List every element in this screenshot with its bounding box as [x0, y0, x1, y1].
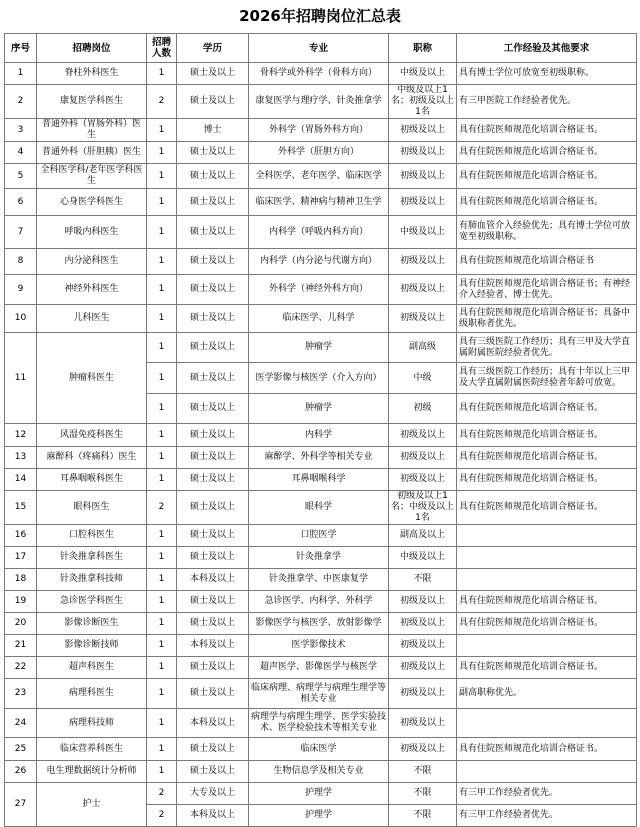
cell-number: 27 — [5, 783, 37, 827]
cell-position: 普通外科（胃肠外科）医生 — [37, 119, 147, 142]
document-title: 2026年招聘岗位汇总表 — [239, 7, 401, 25]
cell-education: 硕士及以上 — [177, 657, 249, 679]
cell-education: 硕士及以上 — [177, 738, 249, 761]
cell-position: 临床营养科医生 — [37, 738, 147, 761]
table-row — [5, 635, 637, 657]
cell-education: 硕士及以上 — [177, 394, 249, 424]
cell-major: 内科学 — [249, 424, 389, 447]
table-row — [5, 142, 637, 164]
cell-number: 1 — [5, 63, 37, 85]
cell-count: 1 — [147, 679, 177, 709]
cell-count: 1 — [147, 635, 177, 657]
cell-count: 1 — [147, 469, 177, 491]
cell-count: 2 — [147, 783, 177, 805]
table-row — [5, 491, 637, 525]
cell-number: 22 — [5, 657, 37, 679]
cell-education: 硕士及以上 — [177, 305, 249, 333]
cell-requirements: 有肺血管介入经验优先；具有博士学位可放宽至初级职称。 — [457, 216, 637, 249]
cell-major: 医学影像与核医学（介入方向） — [249, 363, 389, 394]
cell-count: 2 — [147, 85, 177, 119]
cell-education: 硕士及以上 — [177, 142, 249, 164]
cell-number: 2 — [5, 85, 37, 119]
table-row — [5, 447, 637, 469]
cell-major: 肿瘤学 — [249, 333, 389, 363]
cell-position: 耳鼻咽喉科医生 — [37, 469, 147, 491]
table-row — [5, 424, 637, 447]
cell-number: 15 — [5, 491, 37, 525]
cell-position: 普通外科（肝胆胰）医生 — [37, 142, 147, 164]
cell-major: 外科学（神经外科方向） — [249, 275, 389, 305]
cell-major: 护理学 — [249, 783, 389, 805]
cell-requirements: 具有住院医师规范化培训合格证书；有神经介入经验者、博士优先。 — [457, 275, 637, 305]
cell-position: 电生理数据统计分析师 — [37, 761, 147, 783]
cell-major: 口腔医学 — [249, 525, 389, 547]
cell-title: 不限 — [389, 805, 457, 827]
table-row — [5, 305, 637, 333]
cell-position: 超声科医生 — [37, 657, 147, 679]
cell-requirements — [457, 761, 637, 783]
cell-position: 病理科技师 — [37, 709, 147, 738]
cell-count: 1 — [147, 63, 177, 85]
cell-requirements: 具有住院医师规范化培训合格证书。 — [457, 591, 637, 613]
cell-major: 外科学（胃肠外科方向） — [249, 119, 389, 142]
cell-education: 硕士及以上 — [177, 164, 249, 189]
cell-major: 急诊医学、内科学、外科学 — [249, 591, 389, 613]
cell-number: 24 — [5, 709, 37, 738]
cell-education: 大专及以上 — [177, 783, 249, 805]
cell-major: 针灸推拿学 — [249, 547, 389, 569]
table-row — [5, 249, 637, 275]
cell-count: 1 — [147, 447, 177, 469]
cell-education: 硕士及以上 — [177, 547, 249, 569]
cell-title: 初级及以上 — [389, 447, 457, 469]
header-major: 专业 — [249, 34, 389, 63]
cell-title: 不限 — [389, 783, 457, 805]
cell-count: 1 — [147, 709, 177, 738]
header-position: 招聘岗位 — [37, 34, 147, 63]
table-row — [5, 783, 637, 805]
cell-education: 硕士及以上 — [177, 249, 249, 275]
table-row — [5, 333, 637, 363]
cell-number: 17 — [5, 547, 37, 569]
cell-requirements: 具有住院医师规范化培训合格证书 — [457, 249, 637, 275]
table-row — [5, 657, 637, 679]
cell-major: 生物信息学及相关专业 — [249, 761, 389, 783]
cell-count: 2 — [147, 805, 177, 827]
table-row — [5, 547, 637, 569]
cell-number: 12 — [5, 424, 37, 447]
cell-number: 18 — [5, 569, 37, 591]
cell-requirements: 具有住院医师规范化培训合格证书。 — [457, 424, 637, 447]
cell-number: 9 — [5, 275, 37, 305]
cell-requirements: 具有住院医师规范化培训合格证书。 — [457, 491, 637, 525]
table-row — [5, 569, 637, 591]
cell-position: 儿科医生 — [37, 305, 147, 333]
cell-count: 1 — [147, 613, 177, 635]
cell-number: 20 — [5, 613, 37, 635]
cell-count: 1 — [147, 249, 177, 275]
cell-education: 硕士及以上 — [177, 363, 249, 394]
cell-number: 25 — [5, 738, 37, 761]
cell-requirements: 具有住院医师规范化培训合格证书。 — [457, 469, 637, 491]
cell-education: 硕士及以上 — [177, 63, 249, 85]
table-row — [5, 738, 637, 761]
cell-education: 本科及以上 — [177, 805, 249, 827]
cell-education: 硕士及以上 — [177, 189, 249, 216]
cell-major: 骨科学或外科学（骨科方向） — [249, 63, 389, 85]
cell-requirements — [457, 547, 637, 569]
cell-requirements: 具有住院医师规范化培训合格证书。 — [457, 119, 637, 142]
header-number: 序号 — [5, 34, 37, 63]
cell-position: 口腔科医生 — [37, 525, 147, 547]
cell-number: 26 — [5, 761, 37, 783]
cell-education: 硕士及以上 — [177, 275, 249, 305]
cell-education: 硕士及以上 — [177, 491, 249, 525]
cell-count: 1 — [147, 275, 177, 305]
cell-title: 中级 — [389, 363, 457, 394]
cell-count: 1 — [147, 738, 177, 761]
cell-number: 3 — [5, 119, 37, 142]
cell-count: 1 — [147, 164, 177, 189]
table-row — [5, 63, 637, 85]
cell-requirements: 有三甲工作经验者优先。 — [457, 783, 637, 805]
cell-major: 临床医学、精神病与精神卫生学 — [249, 189, 389, 216]
table-row — [5, 164, 637, 189]
cell-count: 1 — [147, 761, 177, 783]
cell-education: 硕士及以上 — [177, 333, 249, 363]
cell-title: 初级 — [389, 394, 457, 424]
cell-position: 病理科医生 — [37, 679, 147, 709]
header-requirements: 工作经验及其他要求 — [457, 34, 637, 63]
cell-number: 11 — [5, 333, 37, 424]
cell-major: 医学影像技术 — [249, 635, 389, 657]
cell-major: 耳鼻咽喉科学 — [249, 469, 389, 491]
cell-requirements: 有三甲工作经验者优先。 — [457, 805, 637, 827]
cell-title: 初级及以上 — [389, 142, 457, 164]
table-row — [5, 613, 637, 635]
cell-requirements: 具有住院医师规范化培训合格证书。 — [457, 189, 637, 216]
cell-requirements: 具有住院医师规范化培训合格证书。 — [457, 613, 637, 635]
cell-count: 1 — [147, 569, 177, 591]
table-row — [5, 275, 637, 305]
cell-requirements — [457, 525, 637, 547]
cell-position: 脊柱外科医生 — [37, 63, 147, 85]
table-header-row — [5, 34, 637, 63]
cell-education: 本科及以上 — [177, 569, 249, 591]
cell-number: 13 — [5, 447, 37, 469]
cell-major: 全科医学、老年医学、临床医学 — [249, 164, 389, 189]
cell-position: 影像诊断医生 — [37, 613, 147, 635]
cell-position: 全科医学科/老年医学科医生 — [37, 164, 147, 189]
cell-education: 硕士及以上 — [177, 761, 249, 783]
table-row — [5, 525, 637, 547]
cell-requirements: 具有住院医师规范化培训合格证书。 — [457, 142, 637, 164]
table-row — [5, 119, 637, 142]
cell-major: 肿瘤学 — [249, 394, 389, 424]
cell-number: 7 — [5, 216, 37, 249]
cell-title: 初级及以上 — [389, 424, 457, 447]
cell-requirements: 具有住院医师规范化培训合格证书；具备中级职称者优先。 — [457, 305, 637, 333]
cell-major: 病理学与病理生理学、医学实验技术、医学检验技术等相关专业 — [249, 709, 389, 738]
cell-education: 硕士及以上 — [177, 469, 249, 491]
cell-major: 影像医学与核医学、放射影像学 — [249, 613, 389, 635]
cell-education: 本科及以上 — [177, 709, 249, 738]
cell-title: 中级及以上 — [389, 63, 457, 85]
cell-number: 8 — [5, 249, 37, 275]
cell-count: 1 — [147, 142, 177, 164]
cell-position: 心身医学科医生 — [37, 189, 147, 216]
cell-major: 内科学（呼吸内科方向） — [249, 216, 389, 249]
cell-title: 中级及以上1名；初级及以上1名 — [389, 85, 457, 119]
cell-position: 急诊医学科医生 — [37, 591, 147, 613]
cell-major: 康复医学与理疗学、针灸推拿学 — [249, 85, 389, 119]
cell-major: 针灸推拿学、中医康复学 — [249, 569, 389, 591]
cell-education: 硕士及以上 — [177, 613, 249, 635]
cell-title: 初级及以上 — [389, 249, 457, 275]
table-row — [5, 591, 637, 613]
cell-requirements: 具有住院医师规范化培训合格证书。 — [457, 657, 637, 679]
cell-position: 护士 — [37, 783, 147, 827]
cell-title: 初级及以上 — [389, 738, 457, 761]
cell-position: 康复医学科医生 — [37, 85, 147, 119]
cell-count: 1 — [147, 119, 177, 142]
cell-position: 内分泌科医生 — [37, 249, 147, 275]
table-body — [5, 63, 637, 827]
header-title: 职称 — [389, 34, 457, 63]
cell-title: 初级及以上 — [389, 591, 457, 613]
cell-count: 1 — [147, 333, 177, 363]
cell-position: 针灸推拿科医生 — [37, 547, 147, 569]
cell-requirements: 副高职称优先。 — [457, 679, 637, 709]
cell-requirements: 具有住院医师规范化培训合格证书。 — [457, 738, 637, 761]
cell-position: 影像诊断技师 — [37, 635, 147, 657]
cell-major: 外科学（肝胆方向） — [249, 142, 389, 164]
cell-title: 初级及以上 — [389, 119, 457, 142]
table-row — [5, 189, 637, 216]
table-row — [5, 85, 637, 119]
cell-title: 副高及以上 — [389, 525, 457, 547]
cell-requirements: 具有博士学位可放宽至初级职称。 — [457, 63, 637, 85]
cell-title: 初级及以上 — [389, 657, 457, 679]
cell-number: 6 — [5, 189, 37, 216]
cell-count: 1 — [147, 216, 177, 249]
cell-title: 初级及以上1名；中级及以上1名 — [389, 491, 457, 525]
cell-major: 临床病理、病理学与病理生理学等相关专业 — [249, 679, 389, 709]
table-row — [5, 469, 637, 491]
cell-title: 不限 — [389, 569, 457, 591]
cell-title: 中级及以上 — [389, 216, 457, 249]
cell-title: 初级及以上 — [389, 469, 457, 491]
cell-position: 麻醉科（疼痛科）医生 — [37, 447, 147, 469]
cell-count: 1 — [147, 657, 177, 679]
cell-requirements — [457, 709, 637, 738]
cell-major: 护理学 — [249, 805, 389, 827]
cell-position: 肿瘤科医生 — [37, 333, 147, 424]
cell-title: 初级及以上 — [389, 679, 457, 709]
cell-count: 1 — [147, 424, 177, 447]
header-education: 学历 — [177, 34, 249, 63]
cell-title: 不限 — [389, 761, 457, 783]
cell-position: 针灸推拿科技师 — [37, 569, 147, 591]
cell-position: 呼吸内科医生 — [37, 216, 147, 249]
cell-position: 眼科医生 — [37, 491, 147, 525]
cell-number: 16 — [5, 525, 37, 547]
cell-title: 初级及以上 — [389, 189, 457, 216]
cell-title: 初级及以上 — [389, 635, 457, 657]
cell-requirements: 有三甲医院工作经验者优先。 — [457, 85, 637, 119]
cell-education: 博士 — [177, 119, 249, 142]
cell-title: 初级及以上 — [389, 164, 457, 189]
cell-education: 硕士及以上 — [177, 591, 249, 613]
cell-requirements: 具有住院医师规范化培训合格证书。 — [457, 447, 637, 469]
cell-number: 21 — [5, 635, 37, 657]
recruitment-table — [4, 33, 637, 827]
cell-number: 23 — [5, 679, 37, 709]
cell-number: 14 — [5, 469, 37, 491]
cell-title: 副高级 — [389, 333, 457, 363]
cell-requirements: 具有三级医院工作经历；具有十年以上三甲及大学直属附属医院经验者年龄可放宽。 — [457, 363, 637, 394]
cell-number: 5 — [5, 164, 37, 189]
cell-major: 临床医学 — [249, 738, 389, 761]
cell-count: 2 — [147, 491, 177, 525]
cell-education: 硕士及以上 — [177, 424, 249, 447]
cell-requirements: 具有住院医师规范化培训合格证书。 — [457, 394, 637, 424]
table-row — [5, 679, 637, 709]
cell-requirements: 具有住院医师规范化培训合格证书。 — [457, 164, 637, 189]
table-row — [5, 216, 637, 249]
cell-education: 硕士及以上 — [177, 85, 249, 119]
cell-major: 麻醉学、外科学等相关专业 — [249, 447, 389, 469]
cell-title: 初级及以上 — [389, 613, 457, 635]
table-row — [5, 761, 637, 783]
cell-title: 中级及以上 — [389, 547, 457, 569]
cell-count: 1 — [147, 189, 177, 216]
cell-title: 初级及以上 — [389, 709, 457, 738]
cell-education: 硕士及以上 — [177, 679, 249, 709]
cell-requirements — [457, 635, 637, 657]
table-row — [5, 709, 637, 738]
cell-count: 1 — [147, 363, 177, 394]
cell-title: 初级及以上 — [389, 305, 457, 333]
cell-education: 本科及以上 — [177, 635, 249, 657]
header-count: 招聘人数 — [147, 34, 177, 63]
cell-count: 1 — [147, 591, 177, 613]
cell-count: 1 — [147, 394, 177, 424]
cell-requirements — [457, 569, 637, 591]
cell-requirements: 具有三级医院工作经历；具有三甲及大学直属附属医院经验者优先。 — [457, 333, 637, 363]
cell-major: 眼科学 — [249, 491, 389, 525]
cell-major: 临床医学、儿科学 — [249, 305, 389, 333]
cell-position: 神经外科医生 — [37, 275, 147, 305]
cell-major: 内科学（内分泌与代谢方向） — [249, 249, 389, 275]
cell-education: 硕士及以上 — [177, 525, 249, 547]
cell-major: 超声医学、影像医学与核医学 — [249, 657, 389, 679]
cell-number: 10 — [5, 305, 37, 333]
cell-count: 1 — [147, 547, 177, 569]
cell-position: 风湿免疫科医生 — [37, 424, 147, 447]
cell-count: 1 — [147, 525, 177, 547]
cell-count: 1 — [147, 305, 177, 333]
cell-number: 19 — [5, 591, 37, 613]
cell-number: 4 — [5, 142, 37, 164]
cell-education: 硕士及以上 — [177, 216, 249, 249]
cell-education: 硕士及以上 — [177, 447, 249, 469]
cell-title: 初级及以上 — [389, 275, 457, 305]
